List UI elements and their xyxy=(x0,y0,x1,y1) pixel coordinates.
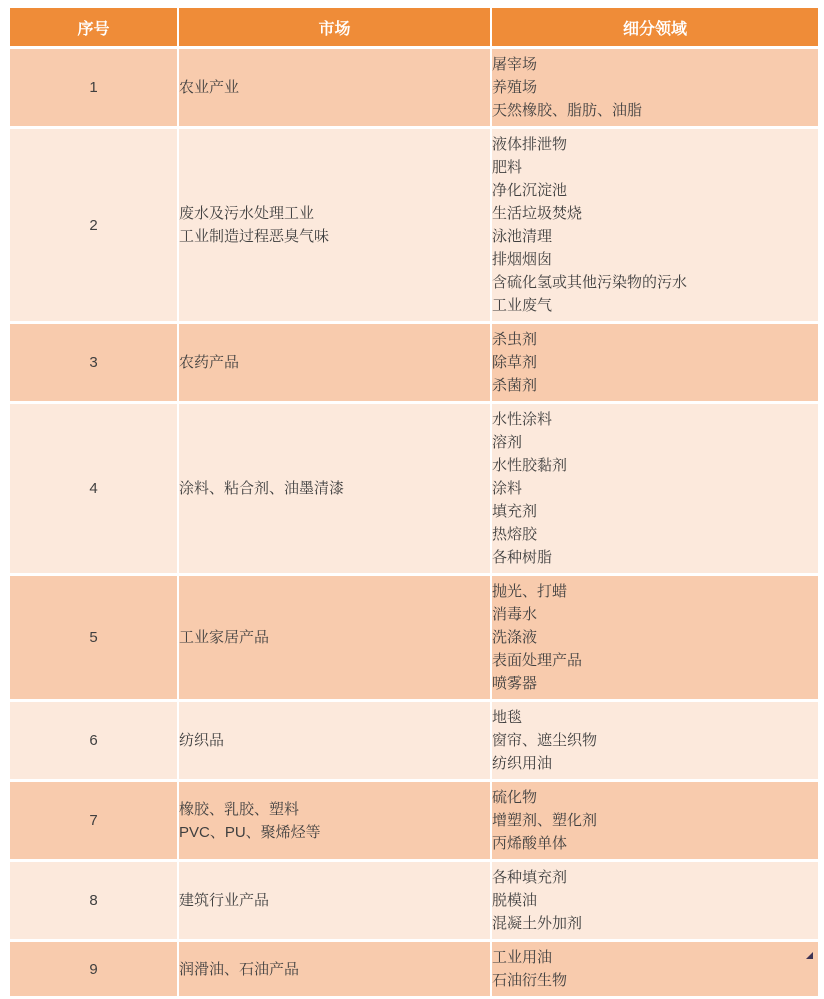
segment-line: 杀虫剂 xyxy=(492,331,538,348)
segment-line: 填充剂 xyxy=(492,503,538,520)
page xyxy=(0,5,824,989)
cell-market xyxy=(179,942,490,996)
cell-market xyxy=(179,576,490,699)
segment-line: 纺织用油 xyxy=(492,755,553,772)
table-row xyxy=(10,49,818,126)
segment-line: 增塑剂、塑化剂 xyxy=(492,812,598,829)
segment-line: 洗涤液 xyxy=(492,629,538,646)
cell-index: 3 xyxy=(10,324,177,401)
segment-line: 屠宰场 xyxy=(492,56,538,73)
cell-index: 1 xyxy=(10,49,177,126)
table-row xyxy=(10,782,818,859)
cell-segments xyxy=(492,782,818,859)
segment-line: 丙烯酸单体 xyxy=(492,835,568,852)
segment-line: 天然橡胶、脂肪、油脂 xyxy=(492,102,643,119)
cell-segments xyxy=(492,576,818,699)
market-line: 润滑油、石油产品 xyxy=(179,960,300,978)
market-line: 废水及污水处理工业 xyxy=(179,205,315,222)
cell-segments xyxy=(492,702,818,779)
market-line: 农业产业 xyxy=(179,79,240,96)
cell-index: 6 xyxy=(10,702,177,779)
segment-line: 各种填充剂 xyxy=(492,869,568,886)
segment-line: 溶剂 xyxy=(492,434,523,451)
cell-segments xyxy=(492,49,818,126)
market-line: 工业家居产品 xyxy=(179,629,270,646)
cell-market xyxy=(179,129,490,321)
segment-line: 石油衍生物 xyxy=(492,972,568,989)
segment-line: 水性涂料 xyxy=(492,411,553,428)
table-row xyxy=(10,129,818,321)
segment-line: 水性胶黏剂 xyxy=(492,457,568,474)
segment-line: 硫化物 xyxy=(492,789,538,806)
segment-line: 喷雾器 xyxy=(492,675,538,692)
table-row xyxy=(10,576,818,699)
table-row xyxy=(10,702,818,779)
cell-segments xyxy=(492,404,818,573)
table-row xyxy=(10,324,818,401)
cell-segments xyxy=(492,862,818,939)
cell-index: 2 xyxy=(10,129,177,321)
segment-line: 杀菌剂 xyxy=(492,377,538,394)
cell-market xyxy=(179,404,490,573)
col-header-market: 市场 xyxy=(179,8,490,46)
segment-line: 工业用油 xyxy=(492,949,553,966)
segment-line: 脱模油 xyxy=(492,892,538,909)
cell-market xyxy=(179,324,490,401)
market-line: PVC、PU、聚烯烃等 xyxy=(179,823,321,841)
cell-market xyxy=(179,702,490,779)
market-line: 工业制造过程恶臭气味 xyxy=(179,228,330,245)
segment-line: 抛光、打蜡 xyxy=(492,583,568,600)
segment-line: 含硫化氢或其他污染物的污水 xyxy=(492,274,688,291)
market-line: 纺织品 xyxy=(179,732,225,749)
cell-index: 9 xyxy=(10,942,177,996)
segment-line: 各种树脂 xyxy=(492,549,553,566)
segment-line: 涂料 xyxy=(492,480,523,497)
col-header-index: 序号 xyxy=(10,8,177,46)
segment-line: 热熔胶 xyxy=(492,526,538,543)
cell-segments xyxy=(492,942,818,996)
market-line: 农药产品 xyxy=(179,354,240,371)
segment-line: 肥料 xyxy=(492,159,523,176)
table-row xyxy=(10,862,818,939)
segment-line: 液体排泄物 xyxy=(492,136,568,153)
header-row xyxy=(10,8,818,46)
segment-line: 排烟烟囱 xyxy=(492,251,553,268)
segment-line: 净化沉淀池 xyxy=(492,182,568,199)
segment-line: 表面处理产品 xyxy=(492,652,583,669)
market-line: 橡胶、乳胶、塑料 xyxy=(179,800,300,818)
cell-market xyxy=(179,49,490,126)
table-row xyxy=(10,404,818,573)
cell-market xyxy=(179,862,490,939)
segment-line: 窗帘、遮尘织物 xyxy=(492,732,598,749)
cell-index: 8 xyxy=(10,862,177,939)
cell-index: 5 xyxy=(10,576,177,699)
segment-line: 养殖场 xyxy=(492,79,538,96)
segment-line: 泳池清理 xyxy=(492,228,553,245)
cell-index: 7 xyxy=(10,782,177,859)
cell-index: 4 xyxy=(10,404,177,573)
segment-line: 消毒水 xyxy=(492,606,538,623)
cell-segments xyxy=(492,129,818,321)
market-segments-table xyxy=(8,5,820,999)
market-line: 涂料、粘合剂、油墨清漆 xyxy=(179,480,345,497)
table-header xyxy=(10,8,818,46)
cell-segments xyxy=(492,324,818,401)
segment-line: 地毯 xyxy=(492,709,523,726)
segment-line: 工业废气 xyxy=(492,297,553,314)
market-line: 建筑行业产品 xyxy=(179,892,270,909)
table-row xyxy=(10,942,818,996)
table-body xyxy=(10,49,818,996)
segment-line: 生活垃圾焚烧 xyxy=(492,205,583,222)
col-header-segment: 细分领域 xyxy=(492,8,818,46)
segment-line: 除草剂 xyxy=(492,354,538,371)
corner-mark xyxy=(806,952,813,959)
cell-market xyxy=(179,782,490,859)
segment-line: 混凝土外加剂 xyxy=(492,915,583,932)
